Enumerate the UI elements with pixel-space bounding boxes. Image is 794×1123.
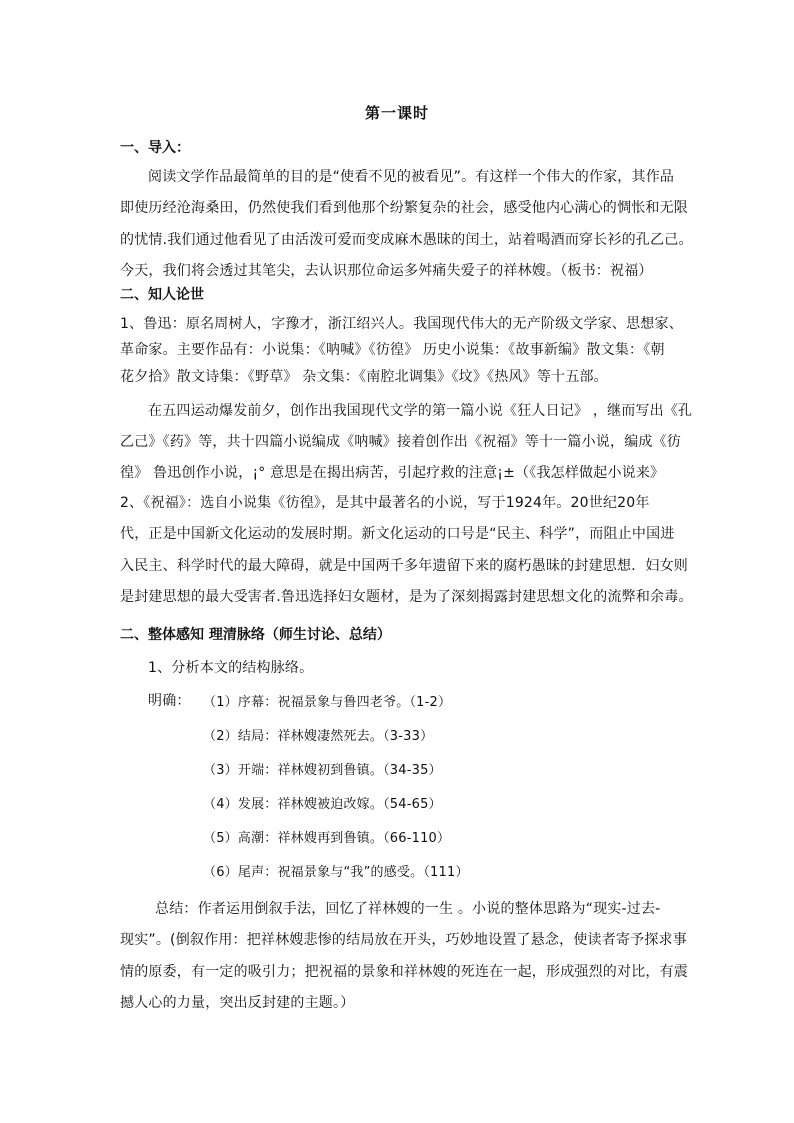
author-line: 花夕拾》散文诗集：《野草》 杂文集：《南腔北调集》《坟》《热风》等十五部。: [120, 369, 608, 385]
background-line: 2、《祝福》：选自小说集《彷徨》，是其中最著名的小说，写于1924年。20世纪20年: [120, 495, 650, 511]
intro-heading: 一、导入：: [120, 140, 190, 156]
overview-heading: 二、整体感知 理清脉络（师生讨论、总结）: [120, 627, 391, 643]
background-line: 代，正是中国新文化运动的发展时期。新文化运动的口号是“民主、科学”，而阻止中国进: [120, 526, 675, 542]
intro-line: 即使历经沧海桑田，仍然使我们看到他那个纷繁复杂的社会，感受他内心满心的惆怅和无限: [120, 200, 688, 216]
page-title: 第一课时: [364, 104, 429, 122]
background-line: 入民主、科学时代的最大障碍，就是中国两千多年遗留下来的腐朽愚昧的封建思想．妇女则: [120, 558, 688, 574]
background-line: 是封建思想的最大受害者.鲁迅选择妇女题材，是为了深刻揭露封建思想文化的流弊和余毒。: [120, 589, 693, 605]
structure-item: （2）结局：祥林嫂凄然死去。（3-33）: [203, 729, 434, 744]
author-line: 革命家。主要作品有：小说集：《呐喊》《彷徨》 历史小说集：《故事新编》散文集：《朝: [120, 342, 665, 358]
author-line: 1、鲁迅：原名周树人，字豫才，浙江绍兴人。我国现代伟大的无产阶级文学家、思想家、: [120, 316, 683, 332]
background-line: 乙己》《药》等，共十四篇小说编成《呐喊》接着创作出《祝福》等十一篇小说，编成《彷: [120, 434, 681, 450]
structure-item: （5）高潮：祥林嫂再到鲁镇。（66-110）: [203, 831, 451, 846]
intro-line: 的忧情.我们通过他看见了由活泼可爱而变成麻木愚昧的闰土，站着喝酒而穿长衫的孔乙己。: [120, 232, 693, 248]
structure-item: （3）开端：祥林嫂初到鲁镇。（34-35）: [203, 763, 442, 778]
summary-line: 情的原委，有一定的吸引力；把祝福的景象和祥林嫂的死连在一起，形成强烈的对比，有震: [120, 964, 688, 980]
structure-item: （1）序幕：祝福景象与鲁四老爷。（1-2）: [203, 695, 452, 710]
background-line: 在五四运动爆发前夕，创作出我国现代文学的第一篇小说《狂人日记》 ，继而写出《孔: [148, 403, 693, 419]
background-line: 徨》 鲁迅创作小说，¡° 意思是在揭出病苦，引起疗救的注意¡±（《我怎样做起小说来》: [120, 465, 665, 481]
summary-line: 现实”。(倒叙作用：把祥林嫂悲惨的结局放在开头，巧妙地设置了悬念，使读者寄予探求事: [120, 932, 687, 948]
intro-line: 今天，我们将会透过其笔尖，去认识那位命运多舛痛失爱子的祥林嫂。（板书：祝福）: [120, 263, 653, 279]
summary-line: 撼人心的力量，突出反封建的主题。）: [120, 995, 355, 1011]
summary-line: 总结：作者运用倒叙手法，回忆了祥林嫂的一生 。小说的整体思路为“现实-过去-: [155, 901, 661, 917]
structure-task: 1、分析本文的结构脉络。: [148, 660, 314, 676]
structure-item: （4）发展：祥林嫂被迫改嫁。（54-65）: [203, 797, 442, 812]
structure-item: （6）尾声：祝福景象与“我”的感受。（111）: [203, 865, 469, 880]
intro-line: 阅读文学作品最简单的目的是“使看不见的被看见”。有这样一个伟大的作家，其作品: [148, 169, 675, 185]
author-heading: 二、知人论世: [120, 287, 204, 303]
clarify-label: 明确：: [148, 693, 191, 709]
